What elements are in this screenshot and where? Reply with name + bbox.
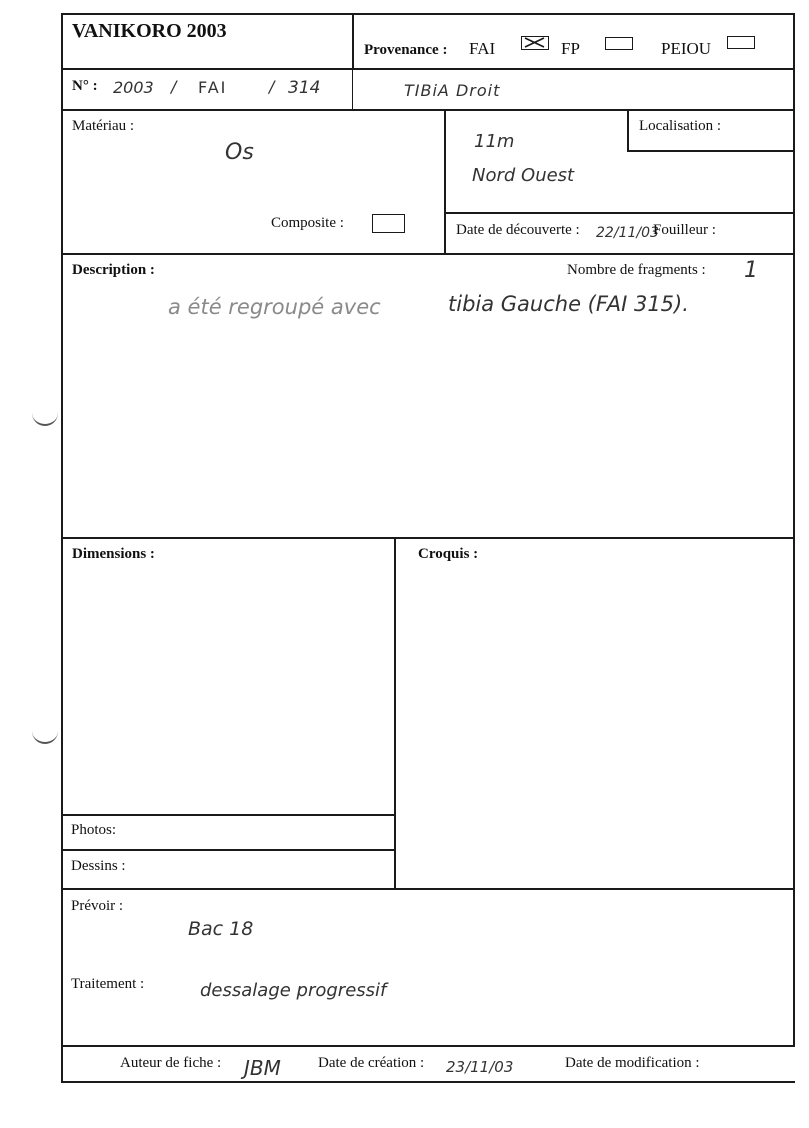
provenance-option-peiou[interactable]: PEIOU <box>661 39 712 58</box>
provenance-option-fp[interactable]: FP <box>561 39 580 58</box>
number-value: 314 <box>288 78 321 98</box>
binder-hole-top <box>32 412 58 426</box>
checkbox-fai[interactable] <box>521 36 549 50</box>
checkbox-fp[interactable] <box>605 37 633 50</box>
date-creation-label: Date de création : <box>318 1055 425 1071</box>
date-creation-value: 23/11/03 <box>446 1058 514 1076</box>
traitement-value: dessalage progressif <box>200 980 387 1001</box>
provenance-option-fai[interactable]: FAI <box>469 39 496 58</box>
auteur-label: Auteur de fiche : <box>120 1055 222 1071</box>
photos-label: Photos: <box>71 822 117 838</box>
fragments-label: Nombre de fragments : <box>567 262 706 278</box>
materiau-label: Matériau : <box>72 118 135 134</box>
prevoir-label: Prévoir : <box>71 898 124 914</box>
object-name: TIBiA Droit <box>404 81 501 100</box>
dessins-label: Dessins : <box>71 858 126 874</box>
description-text: tibia Gauche (FAI 315). <box>448 292 689 316</box>
provenance-label: Provenance : <box>364 42 448 58</box>
date-modification-label: Date de modification : <box>565 1055 700 1071</box>
binder-hole-bottom <box>32 730 58 744</box>
number-separator-2: / <box>269 77 275 96</box>
checked-x-icon <box>522 37 547 48</box>
number-site: FAI <box>198 78 228 97</box>
description-label: Description : <box>72 262 155 278</box>
croquis-label: Croquis : <box>418 546 479 562</box>
localisation-line2: Nord Ouest <box>472 165 575 186</box>
checkbox-peiou[interactable] <box>727 36 755 49</box>
description-text-faded: a été regroupé avec <box>168 295 381 319</box>
composite-label: Composite : <box>271 215 344 231</box>
auteur-value: JBM <box>244 1056 281 1080</box>
dimensions-label: Dimensions : <box>72 546 155 562</box>
form-title: VANIKORO 2003 <box>72 20 227 42</box>
traitement-label: Traitement : <box>71 976 145 992</box>
composite-checkbox[interactable] <box>372 214 405 233</box>
prevoir-value: Bac 18 <box>188 918 254 940</box>
date-decouverte-value: 22/11/03 <box>596 225 659 241</box>
fouilleur-label: Fouilleur : <box>653 222 716 238</box>
number-separator-1: / <box>171 77 177 96</box>
number-label: N° : <box>72 78 98 94</box>
date-decouverte-label: Date de découverte : <box>456 222 580 238</box>
localisation-line1: 11m <box>474 131 515 152</box>
materiau-value: Os <box>225 140 254 165</box>
localisation-label: Localisation : <box>639 118 722 134</box>
number-year: 2003 <box>113 78 154 97</box>
fragments-value: 1 <box>744 258 758 283</box>
